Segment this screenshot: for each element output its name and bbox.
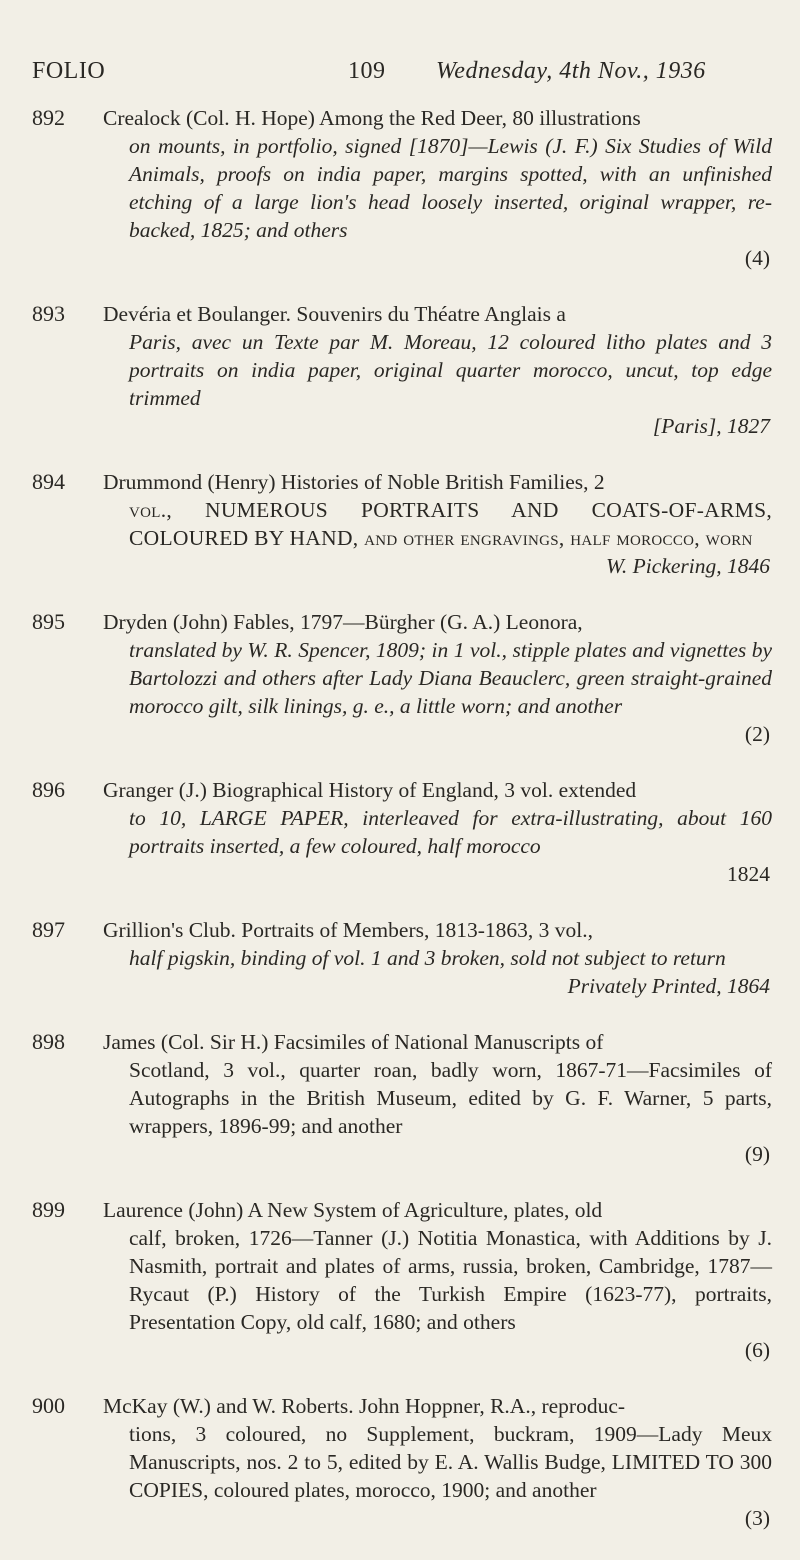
lot-heading: Laurence (John) A New System of Agriculture, plates, old	[103, 1198, 603, 1222]
lot-quantity: (6)	[744, 1338, 770, 1362]
lot-number: 893	[32, 301, 65, 326]
lot-entry	[32, 776, 772, 888]
lot-entry	[32, 1392, 772, 1532]
lot-number: 900	[32, 1393, 65, 1418]
lot-entry	[32, 1196, 772, 1364]
lot-heading: McKay (W.) and W. Roberts. John Hoppner, R.A., reproduc-	[103, 1394, 626, 1418]
lot-quantity: (3)	[744, 1506, 770, 1530]
lot-imprint: [Paris], 1827	[652, 414, 770, 438]
lot-description	[103, 300, 772, 440]
lot-details: Paris, avec un Texte par M. Moreau, 12 coloured litho plates and 3 portraits on india paper, original quarter morocco, uncut, top edge trimmed	[129, 330, 772, 410]
lot-number: 895	[32, 609, 65, 634]
lot-heading: Granger (J.) Biographical History of England, 3 vol. extended	[103, 778, 637, 802]
lot-details: tions, 3 coloured, no Supplement, buckram, 1909—Lady Meux Manuscripts, nos. 2 to 5, edited by E. A. Wallis Budge, LIMITED TO 300 COPIES, coloured plates, morocco, 1900; and another	[129, 1422, 772, 1502]
lot-imprint: W. Pickering, 1846	[605, 554, 770, 578]
lot-entry	[32, 104, 772, 272]
lot-details: vol., NUMEROUS PORTRAITS AND COATS-OF-ARMS, COLOURED BY HAND, and other engravings, half morocco, worn	[129, 498, 772, 550]
page-number: 109	[348, 58, 386, 84]
lot-description	[103, 916, 772, 1000]
lot-entry	[32, 608, 772, 748]
lot-description	[103, 468, 772, 580]
lot-heading: Devéria et Boulanger. Souvenirs du Théatre Anglais a	[103, 302, 566, 326]
lot-description	[103, 1196, 772, 1364]
lot-number: 899	[32, 1197, 65, 1222]
lot-description	[103, 104, 772, 272]
lot-number: 898	[32, 1029, 65, 1054]
lot-heading: Grillion's Club. Portraits of Members, 1813-1863, 3 vol.,	[103, 918, 593, 942]
lot-entry	[32, 1028, 772, 1168]
lot-imprint: Privately Printed, 1864	[567, 974, 770, 998]
lot-list	[32, 104, 772, 1560]
lot-entry	[32, 300, 772, 440]
lot-details: translated by W. R. Spencer, 1809; in 1 vol., stipple plates and vignettes by Bartolozzi and others after Lady Diana Beauclerc, green straight-grained morocco gilt, silk linings, g. e., a little worn; and another	[129, 638, 772, 718]
lot-description	[103, 776, 772, 888]
lot-number: 897	[32, 917, 65, 942]
lot-details: calf, broken, 1726—Tanner (J.) Notitia Monastica, with Additions by J. Nasmith, portrait and plates of arms, russia, broken, Cambridge, 1787—Rycaut (P.) History of the Turkish Empire (1623-77), portraits, Presentation Copy, old calf, 1680; and others	[129, 1226, 772, 1334]
lot-quantity: (4)	[744, 246, 770, 270]
lot-heading: Crealock (Col. H. Hope) Among the Red Deer, 80 illustrations	[103, 106, 641, 130]
lot-details: to 10, LARGE PAPER, interleaved for extra-illustrating, about 160 portraits inserted, a few coloured, half morocco	[129, 806, 772, 858]
lot-entry	[32, 468, 772, 580]
lot-description	[103, 608, 772, 748]
lot-description	[103, 1028, 772, 1168]
lot-number: 892	[32, 105, 65, 130]
lot-heading: James (Col. Sir H.) Facsimiles of National Manuscripts of	[103, 1030, 604, 1054]
sale-date: Wednesday, 4th Nov., 1936	[436, 58, 706, 84]
lot-description	[103, 1392, 772, 1532]
lot-heading: Drummond (Henry) Histories of Noble British Families, 2	[103, 470, 605, 494]
lot-details: Scotland, 3 vol., quarter roan, badly worn, 1867-71—Facsimiles of Autographs in the British Museum, edited by G. F. Warner, 5 parts, wrappers, 1896-99; and another	[129, 1058, 772, 1138]
lot-quantity: (2)	[744, 722, 770, 746]
lot-number: 896	[32, 777, 65, 802]
lot-entry	[32, 916, 772, 1000]
folio-label: FOLIO	[32, 58, 106, 84]
lot-details: on mounts, in portfolio, signed [1870]—Lewis (J. F.) Six Studies of Wild Animals, proofs on india paper, margins spotted, with an unfinished etching of a large lion's head loosely inserted, original wrapper, re-backed, 1825; and others	[129, 134, 772, 242]
lot-number: 894	[32, 469, 65, 494]
lot-quantity: (9)	[744, 1142, 770, 1166]
lot-imprint: 1824	[727, 862, 770, 886]
lot-details: half pigskin, binding of vol. 1 and 3 broken, sold not subject to return	[129, 946, 726, 970]
lot-heading: Dryden (John) Fables, 1797—Bürgher (G. A.) Leonora,	[103, 610, 583, 634]
